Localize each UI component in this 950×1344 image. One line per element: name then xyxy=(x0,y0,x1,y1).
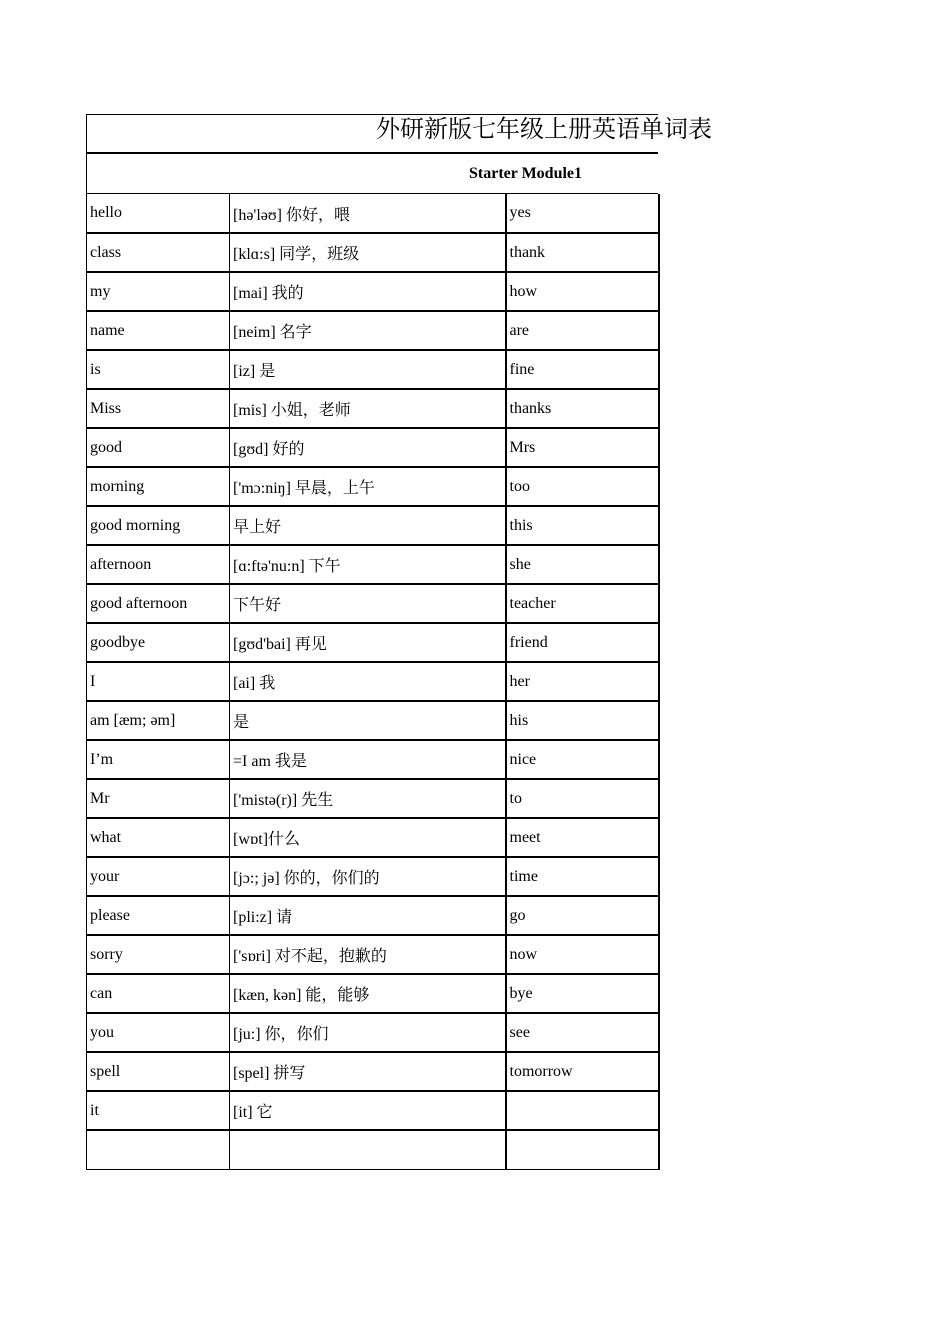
word-cell: good afternoon xyxy=(87,584,230,623)
word2-cell: Mrs xyxy=(506,428,659,467)
word-cell: hello xyxy=(87,194,230,233)
meaning-cell: =I am 我是 xyxy=(230,740,506,779)
meaning-cell: [hə'ləʊ] 你好，喂 xyxy=(230,194,506,233)
meaning-cell: [ai] 我 xyxy=(230,662,506,701)
table-row xyxy=(87,662,659,701)
table-row xyxy=(87,1091,659,1130)
word-cell: please xyxy=(87,896,230,935)
word-cell: Mr xyxy=(87,779,230,818)
meaning-cell: [mis] 小姐，老师 xyxy=(230,389,506,428)
word2-cell: meet xyxy=(506,818,659,857)
word-cell: you xyxy=(87,1013,230,1052)
table-row xyxy=(87,272,659,311)
meaning-cell: [mai] 我的 xyxy=(230,272,506,311)
word2-cell: thank xyxy=(506,233,659,272)
table-row xyxy=(87,818,659,857)
word-cell: goodbye xyxy=(87,623,230,662)
table-row xyxy=(87,428,659,467)
word-cell: good xyxy=(87,428,230,467)
word2-cell: her xyxy=(506,662,659,701)
word-cell: sorry xyxy=(87,935,230,974)
table-row xyxy=(87,545,659,584)
word2-cell: thanks xyxy=(506,389,659,428)
word2-cell: now xyxy=(506,935,659,974)
word-cell: I’m xyxy=(87,740,230,779)
title-row xyxy=(86,114,712,154)
vocabulary-table-body xyxy=(87,194,659,1169)
meaning-cell: [gʊd] 好的 xyxy=(230,428,506,467)
meaning-cell: [iz] 是 xyxy=(230,350,506,389)
table-row xyxy=(87,233,659,272)
word-cell: good morning xyxy=(87,506,230,545)
word2-cell: tomorrow xyxy=(506,1052,659,1091)
meaning-cell: 是 xyxy=(230,701,506,740)
table-row xyxy=(87,467,659,506)
word2-cell: yes xyxy=(506,194,659,233)
word2-cell xyxy=(506,1091,659,1130)
page-title: 外研新版七年级上册英语单词表 xyxy=(376,117,712,143)
word2-cell: teacher xyxy=(506,584,659,623)
meaning-cell: [spel] 拼写 xyxy=(230,1052,506,1091)
word-cell: I xyxy=(87,662,230,701)
word2-cell: she xyxy=(506,545,659,584)
vocabulary-table xyxy=(86,194,660,1170)
table-row xyxy=(87,857,659,896)
word2-cell: see xyxy=(506,1013,659,1052)
table-row xyxy=(87,935,659,974)
word-cell: Miss xyxy=(87,389,230,428)
module-title: Starter Module1 xyxy=(469,165,583,182)
word2-cell: go xyxy=(506,896,659,935)
table-row xyxy=(87,974,659,1013)
meaning-cell xyxy=(230,1130,506,1169)
meaning-cell: [neim] 名字 xyxy=(230,311,506,350)
word2-cell: are xyxy=(506,311,659,350)
word-cell: morning xyxy=(87,467,230,506)
word2-cell: to xyxy=(506,779,659,818)
table-row xyxy=(87,1013,659,1052)
table-row xyxy=(87,389,659,428)
meaning-cell: ['mɔ:niŋ] 早晨，上午 xyxy=(230,467,506,506)
table-row xyxy=(87,350,659,389)
meaning-cell: 早上好 xyxy=(230,506,506,545)
meaning-cell: [gʊd'bai] 再见 xyxy=(230,623,506,662)
table-row xyxy=(87,194,659,233)
meaning-cell: [klɑ:s] 同学，班级 xyxy=(230,233,506,272)
word2-cell: too xyxy=(506,467,659,506)
word-cell: name xyxy=(87,311,230,350)
word2-cell: this xyxy=(506,506,659,545)
word-cell: afternoon xyxy=(87,545,230,584)
word-cell: your xyxy=(87,857,230,896)
meaning-cell: [wɒt]什么 xyxy=(230,818,506,857)
meaning-cell: [it] 它 xyxy=(230,1091,506,1130)
table-row xyxy=(87,779,659,818)
table-row xyxy=(87,584,659,623)
word2-cell: friend xyxy=(506,623,659,662)
table-row xyxy=(87,623,659,662)
table-row xyxy=(87,701,659,740)
vocabulary-sheet xyxy=(86,114,712,1170)
word2-cell: bye xyxy=(506,974,659,1013)
table-row xyxy=(87,311,659,350)
meaning-cell: 下午好 xyxy=(230,584,506,623)
word-cell: my xyxy=(87,272,230,311)
word-cell: class xyxy=(87,233,230,272)
table-row xyxy=(87,1052,659,1091)
word-cell: it xyxy=(87,1091,230,1130)
module-header-row xyxy=(86,154,658,194)
meaning-cell: ['sɒri] 对不起，抱歉的 xyxy=(230,935,506,974)
word-cell: spell xyxy=(87,1052,230,1091)
word2-cell: fine xyxy=(506,350,659,389)
word-cell xyxy=(87,1130,230,1169)
word2-cell: nice xyxy=(506,740,659,779)
word-cell: is xyxy=(87,350,230,389)
word2-cell: time xyxy=(506,857,659,896)
word2-cell: his xyxy=(506,701,659,740)
word2-cell: how xyxy=(506,272,659,311)
meaning-cell: [pli:z] 请 xyxy=(230,896,506,935)
meaning-cell: [ju:] 你，你们 xyxy=(230,1013,506,1052)
table-row xyxy=(87,740,659,779)
meaning-cell: ['mistə(r)] 先生 xyxy=(230,779,506,818)
word-cell: what xyxy=(87,818,230,857)
meaning-cell: [kæn, kən] 能，能够 xyxy=(230,974,506,1013)
meaning-cell: [jɔ:; jə] 你的，你们的 xyxy=(230,857,506,896)
word2-cell xyxy=(506,1130,659,1169)
table-row xyxy=(87,896,659,935)
table-row xyxy=(87,1130,659,1169)
table-row xyxy=(87,506,659,545)
word-cell: can xyxy=(87,974,230,1013)
word-cell: am [æm; əm] xyxy=(87,701,230,740)
meaning-cell: [ɑ:ftə'nu:n] 下午 xyxy=(230,545,506,584)
